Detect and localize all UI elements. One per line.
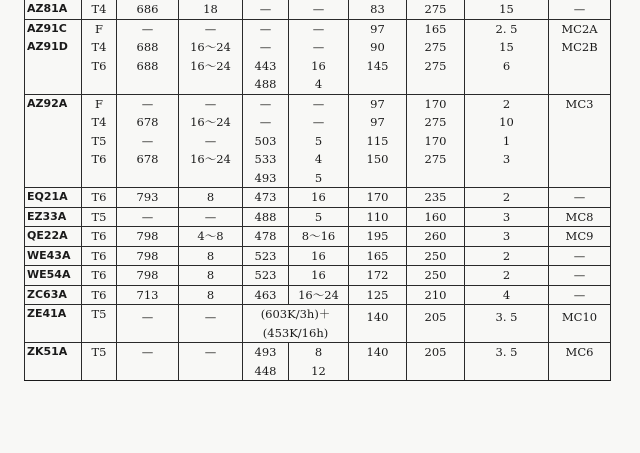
yield-strength-cell [349,266,407,286]
aging-temp-value: 463 [254,287,277,302]
alloy-cell [25,19,82,94]
spec-code-value: MC9 [565,229,594,243]
tensile-strength-value [407,75,464,94]
solution-time-cell [179,285,243,305]
temper-value: T4 [91,2,107,16]
table-row [25,305,611,343]
tensile-strength-cell [407,94,465,188]
temper-value: T5 [91,209,107,224]
aging-time-value: — [312,40,325,54]
yield-strength-value: 165 [366,248,389,263]
spec-code-value: MC3 [565,96,594,111]
temper-cell [82,19,117,94]
spec-code-value: — [573,287,586,302]
spec-code-value: MC6 [565,345,594,359]
alloy-cell [25,0,82,19]
elongation-cell [465,305,549,343]
table-row [25,207,611,227]
solution-temp-value: — [141,310,154,324]
table-row [25,188,611,208]
temper-value: T6 [91,248,107,263]
aging-temp-cell [243,19,289,94]
aging-time-value: — [312,2,325,16]
elongation-cell [465,207,549,227]
solution-time-cell [179,94,243,188]
aging-temp-value: 478 [254,229,277,243]
temper-cell [82,285,117,305]
aging-time-value: 5 [314,209,323,224]
spec-code-cell [549,188,611,208]
elongation-cell [465,285,549,305]
spec-code-value: MC2B [561,40,598,54]
solution-time-value: — [204,310,217,324]
yield-strength-cell [349,0,407,19]
aging-temp-cell [243,246,289,266]
solution-time-cell [179,227,243,247]
solution-temp-cell [117,266,179,286]
tensile-strength-cell [407,19,465,94]
tensile-strength-value [407,169,464,188]
tensile-strength-cell [407,305,465,343]
aging-temp-value: 503 [254,133,277,148]
aging-time-cell [289,227,349,247]
aging-temp-value: 523 [254,268,277,282]
temper-cell [82,227,117,247]
aging-temp-value: 473 [254,190,277,204]
aging-temp-value: — [259,115,272,129]
table-row [25,343,611,381]
temper-value [82,75,116,94]
temper-value: T6 [91,268,107,282]
spec-code-value: — [573,190,586,204]
elongation-value: 3 [502,229,511,243]
table-row [25,0,611,19]
tensile-strength-cell [407,266,465,286]
alloy-designation-value: ZE41A [27,307,67,320]
tensile-strength-cell [407,285,465,305]
solution-temp-value: 678 [136,152,159,166]
elongation-cell [465,188,549,208]
solution-temp-cell [117,94,179,188]
elongation-value: 3. 5 [495,345,518,359]
tensile-strength-value: 160 [424,209,447,224]
tensile-strength-value: 235 [424,190,447,204]
aging-temp-value: 533 [254,152,277,166]
solution-temp-cell [117,207,179,227]
solution-time-value: 4～8 [197,229,224,243]
solution-temp-cell [117,343,179,381]
spec-code-cell [549,0,611,19]
aging-time-value: 4 [314,152,323,166]
spec-code-value [549,75,610,94]
elongation-cell [465,19,549,94]
temper-value [82,169,116,188]
table-row [25,94,611,188]
alloy-designation-value: ZK51A [27,345,68,358]
aging-temp-value: 488 [254,209,277,224]
table-row [25,266,611,286]
spec-code-value: — [573,2,586,16]
tensile-strength-value: 210 [424,287,447,302]
aging-temp-cell [243,285,289,305]
temper-cell [82,246,117,266]
elongation-value: 15 [499,2,514,16]
temper-value: T5 [91,307,107,321]
yield-strength-value: 150 [366,152,389,166]
solution-temp-cell [117,227,179,247]
aging-temp-cell [243,227,289,247]
yield-strength-cell [349,94,407,188]
yield-strength-cell [349,19,407,94]
elongation-value: 2 [502,190,511,204]
tensile-strength-value: 205 [424,345,447,359]
aging-temp-value: 443 [254,58,277,73]
tensile-strength-value: 275 [424,2,447,16]
tensile-strength-value: 275 [424,115,447,129]
spec-code-value [549,150,610,169]
solution-time-value: — [204,21,217,36]
yield-strength-value [349,75,406,94]
aging-time-value: — [312,115,325,129]
alloy-designation-value: ZC63A [27,287,67,301]
aging-temp-cell [243,188,289,208]
solution-time-value [179,75,242,94]
yield-strength-cell [349,207,407,227]
elongation-value: 2 [502,268,511,282]
table-row [25,285,611,305]
solution-temp-value: — [141,96,154,111]
tensile-strength-value: 205 [424,310,447,324]
solution-time-value: 8 [206,287,215,302]
solution-temp-value: 793 [136,190,159,204]
aging-time-cell [289,266,349,286]
spec-code-value: MC10 [561,310,598,324]
spec-code-cell [549,246,611,266]
solution-temp-cell [117,19,179,94]
temper-cell [82,266,117,286]
elongation-value: 1 [502,133,511,148]
temper-value: T4 [91,40,107,54]
tensile-strength-value: 250 [424,268,447,282]
alloy-properties-table [24,0,611,381]
alloy-cell [25,188,82,208]
temper-value: T5 [91,345,107,359]
temper-cell [82,0,117,19]
elongation-value: 3 [502,152,511,166]
solution-temp-cell [117,305,179,343]
aging-time-value: 4 [314,77,323,91]
tensile-strength-value: 275 [424,152,447,166]
elongation-value [465,75,548,94]
yield-strength-value: 97 [370,96,385,111]
tensile-strength-value: 170 [424,133,447,148]
aging-treatment-value: (603K/3h)＋ [260,307,331,321]
yield-strength-value: 83 [370,2,385,16]
elongation-cell [465,227,549,247]
yield-strength-value: 97 [370,21,385,36]
solution-temp-value: 713 [136,287,159,302]
temper-value: T6 [91,229,107,243]
elongation-value: 6 [502,58,511,73]
aging-treatment-cell [243,305,349,343]
alloy-cell [25,285,82,305]
aging-temp-value: — [259,96,272,111]
solution-time-cell [179,188,243,208]
solution-time-cell [179,266,243,286]
spec-code-value [549,57,610,76]
yield-strength-value: 115 [366,133,389,148]
spec-code-value: MC2A [561,21,598,36]
yield-strength-value: 172 [366,268,389,282]
aging-temp-value: 488 [254,77,277,91]
solution-temp-cell [117,285,179,305]
elongation-value: 15 [499,40,514,54]
solution-temp-value [117,169,178,188]
aging-temp-cell [243,207,289,227]
yield-strength-value: 140 [366,345,389,359]
aging-time-value: 8～16 [301,229,336,243]
spec-code-value: — [573,248,586,263]
aging-time-cell [289,246,349,266]
solution-temp-value: 688 [136,58,159,73]
temper-value: T6 [91,152,107,166]
aging-temp-value: 448 [254,363,277,378]
table-row [25,227,611,247]
temper-cell [82,207,117,227]
aging-time-cell [289,188,349,208]
yield-strength-cell [349,246,407,266]
spec-code-cell [549,207,611,227]
aging-time-cell [289,94,349,188]
temper-value: F [95,96,103,111]
tensile-strength-cell [407,343,465,381]
temper-cell [82,305,117,343]
aging-time-value: — [312,21,325,36]
yield-strength-cell [349,188,407,208]
alloy-cell [25,343,82,381]
aging-temp-value: 493 [254,345,277,359]
aging-time-value: — [312,96,325,111]
solution-time-cell [179,19,243,94]
elongation-value: 2 [502,96,511,111]
elongation-value: 10 [499,115,514,129]
aging-time-value: 16～24 [298,287,339,302]
solution-time-value: — [204,96,217,111]
solution-time-value: 16～24 [190,152,231,166]
tensile-strength-value: 170 [424,96,447,111]
solution-time-cell [179,343,243,381]
solution-time-value: — [204,133,217,148]
aging-time-cell [289,207,349,227]
spec-code-cell [549,19,611,94]
aging-time-value: 5 [314,170,323,185]
spec-code-value: MC8 [565,209,594,224]
alloy-designation-value: AZ92A [27,96,68,110]
alloy-cell [25,227,82,247]
tensile-strength-value: 165 [424,21,447,36]
solution-temp-value: 678 [136,115,159,129]
temper-value: T4 [91,115,107,129]
elongation-cell [465,94,549,188]
alloy-cell [25,305,82,343]
yield-strength-cell [349,343,407,381]
solution-time-value: 16～24 [190,115,231,129]
alloy-cell [25,207,82,227]
alloy-designation-value: WE43A [27,248,71,262]
spec-code-value [549,113,610,132]
spec-code-cell [549,266,611,286]
elongation-cell [465,266,549,286]
aging-temp-cell [243,266,289,286]
temper-cell [82,343,117,381]
aging-time-value: 16 [311,58,326,73]
solution-time-cell [179,207,243,227]
yield-strength-value: 125 [366,287,389,302]
solution-time-cell [179,305,243,343]
aging-temp-cell [243,0,289,19]
elongation-value: 2 [502,248,511,263]
yield-strength-cell [349,305,407,343]
aging-temp-value: — [259,2,272,16]
alloy-cell [25,246,82,266]
elongation-value: 3 [502,209,511,224]
tensile-strength-cell [407,207,465,227]
solution-time-cell [179,246,243,266]
yield-strength-value: 110 [366,209,389,224]
solution-time-value: — [204,345,217,359]
yield-strength-value: 140 [366,310,389,324]
solution-time-value: 8 [206,268,215,282]
yield-strength-value: 145 [366,58,389,73]
temper-value: T5 [91,133,107,148]
temper-value: F [95,21,103,36]
solution-time-cell [179,0,243,19]
alloy-designation-value: EZ33A [27,209,67,223]
elongation-cell [465,343,549,381]
aging-time-value: 8 [314,345,323,359]
temper-value: T6 [91,190,107,204]
tensile-strength-value: 260 [424,229,447,243]
yield-strength-value: 90 [370,40,385,54]
temper-cell [82,94,117,188]
alloy-designation-value: AZ91D [27,40,68,53]
solution-temp-cell [117,188,179,208]
solution-time-value: 8 [206,248,215,263]
solution-temp-value: — [141,133,154,148]
aging-time-cell [289,343,349,381]
yield-strength-value [349,169,406,188]
aging-temp-value: 493 [254,170,277,185]
solution-temp-cell [117,0,179,19]
spec-code-cell [549,343,611,381]
alloy-cell [25,266,82,286]
spec-code-value: — [573,268,586,282]
aging-time-cell [289,285,349,305]
alloy-designation-value: QE22A [27,229,68,242]
tensile-strength-cell [407,227,465,247]
solution-temp-cell [117,246,179,266]
solution-temp-value: 688 [136,40,159,54]
solution-time-value [179,169,242,188]
tensile-strength-cell [407,246,465,266]
yield-strength-value: 170 [366,190,389,204]
solution-temp-value: — [141,209,154,224]
elongation-cell [465,0,549,19]
aging-treatment-value: (453K/16h) [262,325,329,340]
elongation-value [465,169,548,188]
elongation-cell [465,246,549,266]
table-row [25,19,611,94]
table-row [25,246,611,266]
tensile-strength-value: 250 [424,248,447,263]
tensile-strength-cell [407,188,465,208]
alloy-designation-value: EQ21A [27,190,68,203]
alloy-cell [25,94,82,188]
spec-code-cell [549,227,611,247]
spec-code-value [549,169,610,188]
aging-temp-cell [243,94,289,188]
alloy-designation-value: WE54A [27,268,71,281]
tensile-strength-cell [407,0,465,19]
solution-time-value: 16～24 [190,58,231,73]
aging-time-cell [289,0,349,19]
solution-temp-value: 798 [136,229,159,243]
solution-time-value: 8 [206,190,215,204]
aging-time-value: 12 [311,363,326,378]
aging-temp-cell [243,343,289,381]
spec-code-cell [549,285,611,305]
yield-strength-cell [349,227,407,247]
solution-temp-value [117,75,178,94]
temper-value: T6 [91,58,107,73]
aging-time-value: 16 [311,190,326,204]
yield-strength-value: 97 [370,115,385,129]
elongation-value: 4 [502,287,511,302]
spec-code-value [549,132,610,151]
solution-time-value: 18 [203,2,218,16]
tensile-strength-value: 275 [424,58,447,73]
temper-cell [82,188,117,208]
solution-temp-value: 686 [136,2,159,16]
aging-time-value: 16 [311,268,326,282]
solution-temp-value: 798 [136,268,159,282]
solution-temp-value: — [141,345,154,359]
solution-temp-value: — [141,21,154,36]
aging-temp-value: — [259,21,272,36]
tensile-strength-value: 275 [424,40,447,54]
solution-time-value: — [204,209,217,224]
aging-temp-value: 523 [254,248,277,263]
elongation-value: 3. 5 [495,310,518,324]
aging-time-cell [289,19,349,94]
yield-strength-cell [349,285,407,305]
spec-code-cell [549,94,611,188]
alloy-designation-value: AZ91C [27,21,67,35]
aging-time-value: 5 [314,133,323,148]
aging-temp-value: — [259,40,272,54]
alloy-designation-value: AZ81A [27,2,68,15]
solution-temp-value: 798 [136,248,159,263]
yield-strength-value: 195 [366,229,389,243]
aging-time-value: 16 [311,248,326,263]
spec-code-cell [549,305,611,343]
temper-value: T6 [91,287,107,302]
elongation-value: 2. 5 [495,21,518,36]
solution-time-value: 16～24 [190,40,231,54]
